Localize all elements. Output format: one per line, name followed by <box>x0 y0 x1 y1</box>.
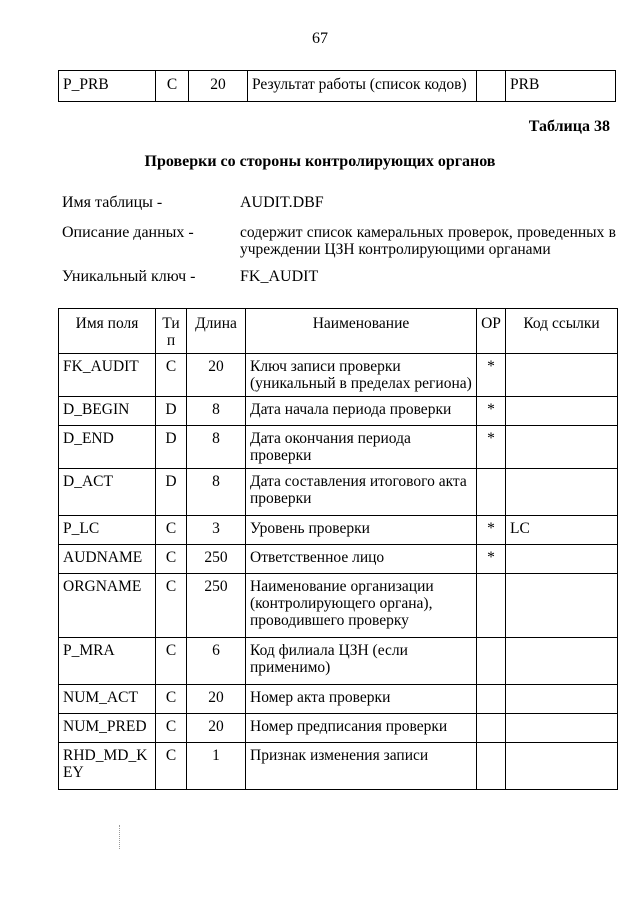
field-description-cell: Ответственное лицо <box>246 545 477 574</box>
unique-key-value: FK_AUDIT <box>240 268 319 285</box>
field-type-cell: D <box>156 469 187 516</box>
field-reference-cell <box>506 714 618 743</box>
field-description-cell: Уровень проверки <box>246 516 477 545</box>
table-row <box>59 426 618 469</box>
field-type-cell: C <box>156 574 187 638</box>
field-reference-cell <box>506 574 618 638</box>
table-title: Проверки со стороны контролирующих органов <box>144 153 496 170</box>
table-number: Таблица 38 <box>528 118 610 135</box>
header-reference: Код ссылки <box>506 309 618 354</box>
field-length-cell: 20 <box>187 714 246 743</box>
field-name-cell: P_MRA <box>59 638 156 685</box>
field-name-cell: NUM_ACT <box>59 685 156 714</box>
field-required-cell <box>477 469 506 516</box>
field-name-cell: NUM_PRED <box>59 714 156 743</box>
field-required-cell <box>477 714 506 743</box>
field-name-cell: D_END <box>59 426 156 469</box>
field-length-cell: 1 <box>187 743 246 790</box>
field-name-cell: FK_AUDIT <box>59 354 156 397</box>
table-row <box>59 638 618 685</box>
header-type: Ти п <box>156 309 187 354</box>
table-header-row <box>59 309 618 354</box>
field-name-cell: RHD_MD_KEY <box>59 743 156 790</box>
field-type-cell: C <box>156 71 189 102</box>
page-number: 67 <box>312 30 328 47</box>
header-field-name: Имя поля <box>59 309 156 354</box>
field-name-cell: P_PRB <box>59 71 156 102</box>
field-description-cell: Дата окончания периода проверки <box>246 426 477 469</box>
field-required-cell <box>477 638 506 685</box>
field-required-cell: * <box>477 354 506 397</box>
field-name-cell: AUDNAME <box>59 545 156 574</box>
field-name-cell: D_ACT <box>59 469 156 516</box>
field-length-cell: 250 <box>187 574 246 638</box>
scan-mark <box>119 825 121 849</box>
audit-fields-table <box>58 308 618 790</box>
field-type-cell: C <box>156 743 187 790</box>
field-reference-cell: PRB <box>506 71 616 102</box>
field-description-cell: Ключ записи проверки (уникальный в пределах региона) <box>246 354 477 397</box>
field-type-cell: C <box>156 516 187 545</box>
unique-key-label: Уникальный ключ - <box>62 268 196 285</box>
field-length-cell: 20 <box>187 354 246 397</box>
field-required-cell: * <box>477 545 506 574</box>
table-row <box>59 743 618 790</box>
field-description-cell: Дата составления итогового акта проверки <box>246 469 477 516</box>
table-row <box>59 71 616 102</box>
field-required-cell <box>477 574 506 638</box>
table-body <box>59 354 618 790</box>
field-reference-cell <box>506 685 618 714</box>
field-reference-cell <box>506 638 618 685</box>
field-length-cell: 6 <box>187 638 246 685</box>
table-row <box>59 469 618 516</box>
field-description-cell: Код филиала ЦЗН (если применимо) <box>246 638 477 685</box>
field-type-cell: C <box>156 714 187 743</box>
field-type-cell: D <box>156 397 187 426</box>
field-reference-cell <box>506 743 618 790</box>
field-reference-cell <box>506 545 618 574</box>
table-row <box>59 354 618 397</box>
previous-table-continuation <box>58 70 616 102</box>
table-row <box>59 685 618 714</box>
field-required-cell: * <box>477 516 506 545</box>
field-length-cell: 8 <box>187 469 246 516</box>
field-description-cell: Наименование организации (контролирующего органа), проводившего проверку <box>246 574 477 638</box>
table-name-label: Имя таблицы - <box>62 194 163 211</box>
table-row <box>59 545 618 574</box>
field-length-cell: 20 <box>189 71 248 102</box>
field-required-cell <box>477 685 506 714</box>
field-name-cell: D_BEGIN <box>59 397 156 426</box>
field-length-cell: 20 <box>187 685 246 714</box>
field-type-cell: D <box>156 426 187 469</box>
table-name-value: AUDIT.DBF <box>240 194 324 211</box>
field-name-cell: ORGNAME <box>59 574 156 638</box>
field-reference-cell <box>506 397 618 426</box>
field-length-cell: 8 <box>187 426 246 469</box>
table-row <box>59 397 618 426</box>
description-value: содержит список камеральных проверок, проведенных в учреждении ЦЗН контролирующими органами <box>240 224 616 258</box>
field-type-cell: C <box>156 685 187 714</box>
field-reference-cell <box>506 469 618 516</box>
field-reference-cell: LC <box>506 516 618 545</box>
field-reference-cell <box>506 354 618 397</box>
field-name-cell: P_LC <box>59 516 156 545</box>
field-length-cell: 8 <box>187 397 246 426</box>
header-description: Наименование <box>246 309 477 354</box>
table-row <box>59 516 618 545</box>
header-required: ОР <box>477 309 506 354</box>
field-description-cell: Дата начала периода проверки <box>246 397 477 426</box>
description-label: Описание данных - <box>62 224 194 241</box>
field-description-cell: Номер предписания проверки <box>246 714 477 743</box>
field-type-cell: C <box>156 638 187 685</box>
field-type-cell: C <box>156 545 187 574</box>
field-description-cell: Номер акта проверки <box>246 685 477 714</box>
table-row <box>59 714 618 743</box>
field-required-cell <box>477 743 506 790</box>
field-required-cell <box>477 71 506 102</box>
field-description-cell: Результат работы (список кодов) <box>248 71 477 102</box>
field-length-cell: 3 <box>187 516 246 545</box>
field-required-cell: * <box>477 397 506 426</box>
field-description-cell: Признак изменения записи <box>246 743 477 790</box>
header-length: Длина <box>187 309 246 354</box>
field-required-cell: * <box>477 426 506 469</box>
table-row <box>59 574 618 638</box>
field-length-cell: 250 <box>187 545 246 574</box>
field-type-cell: C <box>156 354 187 397</box>
field-reference-cell <box>506 426 618 469</box>
